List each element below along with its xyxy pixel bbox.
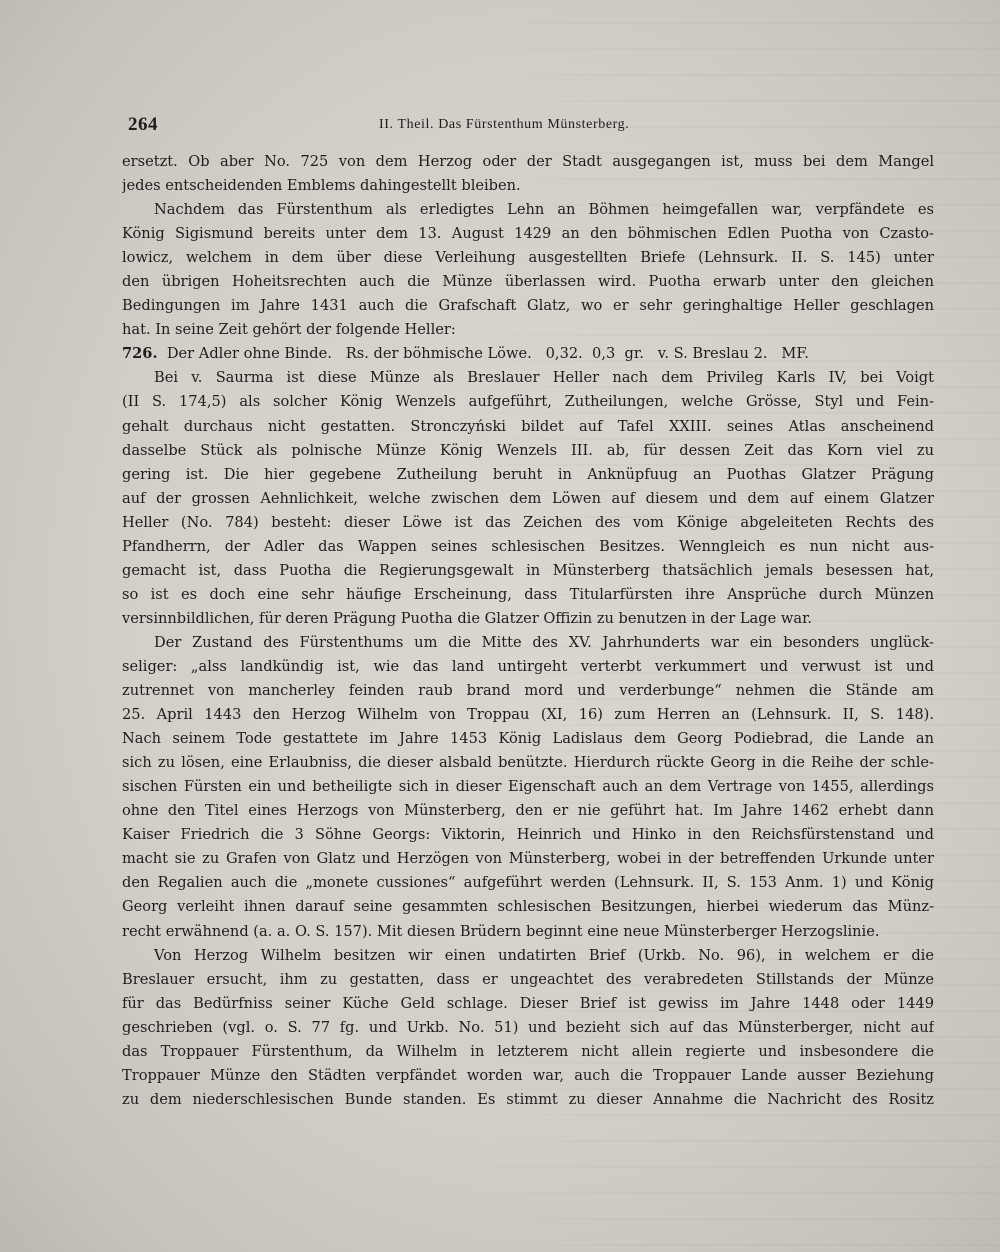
body-text [122,150,934,1112]
entry-description: Der Adler ohne Binde. Rs. der böhmische Löwe. 0,32. 0,3 gr. v. S. Breslau 2. MF. [157,345,809,363]
text-line: zu dem niederschlesischen Bunde standen. Es stimmt zu dieser Annahme die Nachricht des Rositz [122,1090,934,1108]
entry-number: 726. [122,345,158,363]
catalogue-entry [122,342,934,366]
page-number: 264 [128,114,158,135]
text-line: gemacht ist, dass Puotha die Regierungsgewalt in Münsterberg thatsächlich jemals besessen hat, [122,561,934,579]
text-line: sischen Fürsten ein und betheiligte sich in dieser Eigenschaft auch an dem Vertrage von 1455, allerdings [122,778,934,796]
text-line: Der Zustand des Fürstenthums um die Mitte des XV. Jahrhunderts war ein besonders unglück- [154,633,934,651]
text-line: macht sie zu Grafen von Glatz und Herzögen von Münsterberg, wobei in der betreffenden Urkunde unter [122,850,934,868]
text-line: Pfandherrn, der Adler das Wappen seines schlesischen Besitzes. Wenngleich es nun nicht aus- [122,537,934,555]
text-line: sich zu lösen, eine Erlaubniss, die dieser alsbald benützte. Hierdurch rückte Georg in die Reihe der schle- [122,754,934,772]
running-head: II. Theil. Das Fürstenthum Münsterberg. [379,117,630,132]
text-line: Nach seinem Tode gestattete im Jahre 1453 König Ladislaus dem Georg Podiebrad, die Lande an [122,730,934,748]
text-line: jedes entscheidenden Emblems dahingestellt bleiben. [122,177,521,195]
text-line: gehalt durchaus nicht gestatten. Stronczyński bildet auf Tafel XXIII. seines Atlas anscheinend [122,417,934,435]
text-line: für das Bedürfniss seiner Küche Geld schlage. Dieser Brief ist gewiss im Jahre 1448 oder 1449 [122,994,934,1012]
paragraphs-before-entry [122,150,934,342]
text-line: auf der grossen Aehnlichkeit, welche zwischen dem Löwen auf diesem und dem auf einem Glatzer [122,489,934,507]
text-line: das Troppauer Fürstenthum, da Wilhelm in letzterem nicht allein regierte und insbesondere die [122,1042,934,1060]
text-line: recht erwähnend (a. a. O. S. 157). Mit diesen Brüdern beginnt eine neue Münsterberger Herzogslinie. [122,922,880,940]
text-line: zutrennet von mancherley feinden raub brand mord und verderbunge“ nehmen die Stände am [122,682,934,700]
text-line: Nachdem das Fürstenthum als erledigtes Lehn an Böhmen heimgefallen war, verpfändete es [154,201,934,219]
text-line: gering ist. Die hier gegebene Zutheilung beruht in Anknüpfuug an Puothas Glatzer Prägung [122,465,934,483]
text-line: Von Herzog Wilhelm besitzen wir einen undatirten Brief (Urkb. No. 96), in welchem er die [154,946,934,964]
text-line: den Regalien auch die „monete cussiones“ aufgeführt werden (Lehnsurk. II, S. 153 Anm. 1) und König [122,874,934,892]
page-header [128,114,934,140]
text-line: versinnbildlichen, für deren Prägung Puotha die Glatzer Offizin zu benutzen in der Lage war. [122,609,813,627]
text-line: Heller (No. 784) besteht: dieser Löwe ist das Zeichen des vom Könige abgeleiteten Rechts des [122,513,934,531]
text-line: den übrigen Hoheitsrechten auch die Münze überlassen wird. Puotha erwarb unter den gleichen [122,273,934,291]
text-line: ersetzt. Ob aber No. 725 von dem Herzog oder der Stadt ausgegangen ist, muss bei dem Mangel [122,153,934,170]
text-line: so ist es doch eine sehr häufige Erscheinung, dass Titularfürsten ihre Ansprüche durch Münzen [122,585,934,603]
text-line: Breslauer ersucht, ihm zu gestatten, dass er ungeachtet des verabredeten Stillstands der Münze [122,970,934,988]
text-line: dasselbe Stück als polnische Münze König Wenzels III. ab, für dessen Zeit das Korn viel zu [122,441,934,459]
paragraphs-after-entry [122,366,934,1111]
text-line: lowicz, welchem in dem über diese Verleihung ausgestellten Briefe (Lehnsurk. II. S. 145) unter [122,249,934,267]
text-line: Georg verleiht ihnen darauf seine gesammten schlesischen Besitzungen, hierbei wiederum das Münz- [122,898,934,916]
text-line: hat. In seine Zeit gehört der folgende Heller: [122,321,456,339]
text-line: Kaiser Friedrich die 3 Söhne Georgs: Viktorin, Heinrich und Hinko in den Reichsfürstenstand und [122,826,934,844]
text-line: (II S. 174,5) als solcher König Wenzels aufgeführt, Zutheilungen, welche Grösse, Styl und Fein- [122,393,934,411]
text-line: 25. April 1443 den Herzog Wilhelm von Troppau (XI, 16) zum Herren an (Lehnsurk. II, S. 148). [122,706,934,724]
text-line: ohne den Titel eines Herzogs von Münsterberg, den er nie geführt hat. Im Jahre 1462 erhebt dann [122,802,934,820]
text-line: geschrieben (vgl. o. S. 77 fg. und Urkb. No. 51) und bezieht sich auf das Münsterberger, nicht auf [122,1018,934,1036]
text-line: Bei v. Saurma ist diese Münze als Breslauer Heller nach dem Privileg Karls IV, bei Voigt [154,369,934,387]
text-line: König Sigismund bereits unter dem 13. August 1429 an den böhmischen Edlen Puotha von Czasto- [122,225,934,243]
text-line: seliger: „alss landkündig ist, wie das land untirgeht verterbt verkummert und verwust ist und [122,657,934,675]
text-line: Troppauer Münze den Städten verpfändet worden war, auch die Troppauer Lande ausser Beziehung [122,1066,934,1084]
text-line: Bedingungen im Jahre 1431 auch die Grafschaft Glatz, wo er sehr geringhaltige Heller geschlagen [122,297,934,315]
